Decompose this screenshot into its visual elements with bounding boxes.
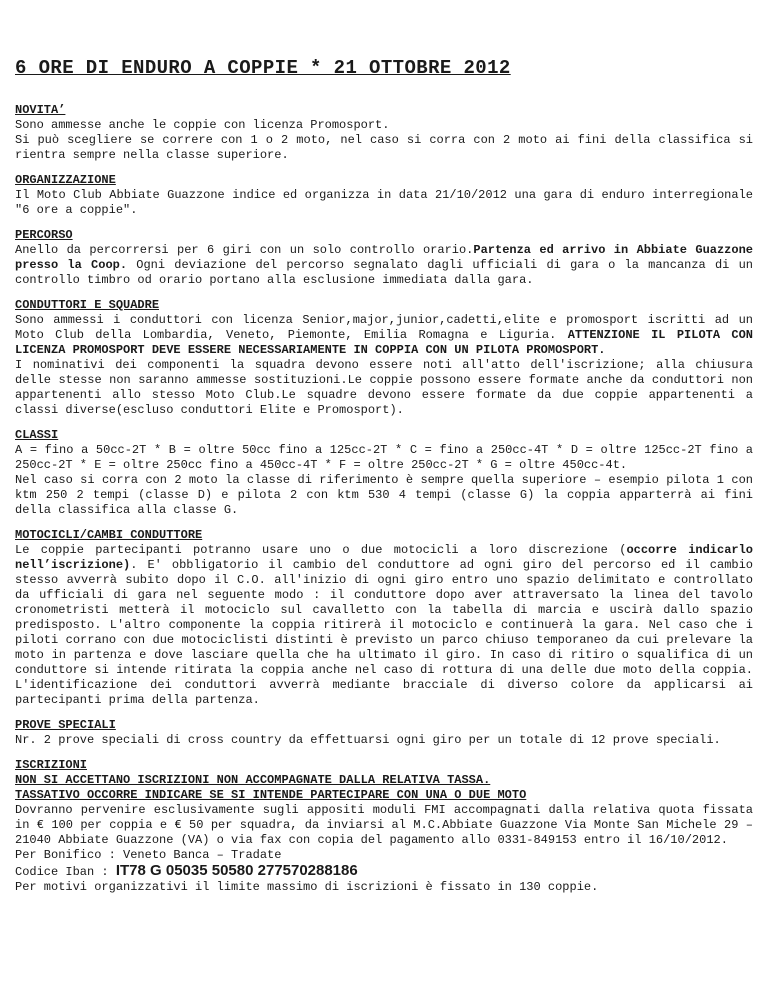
iban-label: Codice Iban : — [15, 865, 116, 879]
iscrizioni-warning-moto: TASSATIVO OCCORRE INDICARE SE SI INTENDE PARTECIPARE CON UNA O DUE MOTO — [15, 788, 527, 802]
motocicli-text-intro: Le coppie partecipanti potranno usare uno o due motocicli a loro discrezione ( — [15, 543, 627, 557]
motocicli-text — [15, 543, 753, 708]
iscrizioni-iban — [15, 863, 753, 880]
percorso-text-bold: Partenza ed arrivo in Abbiate Guazzone presso la Coop. — [15, 243, 753, 272]
percorso-text — [15, 243, 753, 288]
conduttori-text-intro: Sono ammessi i conduttori con licenza Senior,major,junior,cadetti,elite e promosport iscritti ad un Moto Club della Lombardia, Veneto, Piemonte, Emilia Romagna e Liguria. — [15, 313, 753, 342]
section-prove — [15, 718, 753, 748]
iscrizioni-body: Dovranno pervenire esclusivamente sugli appositi moduli FMI accompagnati dalla relativa quota fissata in € 100 per coppia e € 50 per squadra, da inviarsi al M.C.Abbiate Guazzone Via Monte San Michele 29 – 21040 Abbiate Guazzone (VA) o via fax con copia del pagamento allo 0331-849153 entro il 16/10/2012. — [15, 803, 753, 847]
section-conduttori — [15, 298, 753, 418]
iban-code: IT78 G 05035 50580 277570288186 — [115, 862, 358, 879]
section-heading-prove: PROVE SPECIALI — [15, 718, 116, 732]
classi-list: A = fino a 50cc-2T * B = oltre 50cc fino a 125cc-2T * C = fino a 250cc-4T * D = oltre 125cc-2T fino a 250cc-2T * E = oltre 250cc fino a 450cc-4T * F = oltre 250cc-2T * G = oltre 450cc-4t. — [15, 443, 753, 472]
iscrizioni-warning-tassa: NON SI ACCETTANO ISCRIZIONI NON ACCOMPAGNATE DALLA RELATIVA TASSA. — [15, 773, 491, 787]
section-motocicli — [15, 528, 753, 708]
section-iscrizioni — [15, 758, 753, 895]
section-organizzazione — [15, 173, 753, 218]
document-title: 6 ORE DI ENDURO A COPPIE * 21 OTTOBRE 2012 — [15, 57, 511, 79]
organizzazione-text: Il Moto Club Abbiate Guazzone indice ed organizza in data 21/10/2012 una gara di enduro interregionale "6 ore a coppie". — [15, 188, 753, 217]
section-heading-motocicli: MOTOCICLI/CAMBI CONDUTTORE — [15, 528, 203, 542]
section-heading-conduttori: CONDUTTORI E SQUADRE — [15, 298, 160, 312]
prove-text: Nr. 2 prove speciali di cross country da effettuarsi ogni giro per un totale di 12 prove speciali. — [15, 733, 721, 747]
classi-text — [15, 443, 753, 518]
classi-example: Nel caso si corra con 2 moto la classe di riferimento è sempre quella superiore – esempio pilota 1 con ktm 250 2 tempi (classe D) e pilota 2 con ktm 530 4 tempi (classe G) la coppia apparterrà ai fini della classifica alla classe G. — [15, 473, 753, 517]
motocicli-text-bold: occorre indicarlo nell’iscrizione) — [15, 543, 754, 572]
iscrizioni-bonifico: Per Bonifico : Veneto Banca – Tradate — [15, 848, 282, 862]
section-percorso — [15, 228, 753, 288]
conduttori-text-bold: ATTENZIONE IL PILOTA CON LICENZA PROMOSPORT DEVE ESSERE NECESSARIAMENTE IN COPPIA CON UN PILOTA PROMOSPORT. — [15, 328, 753, 357]
conduttori-text — [15, 313, 753, 418]
section-heading-percorso: PERCORSO — [15, 228, 73, 242]
iscrizioni-limit: Per motivi organizzativi il limite massimo di iscrizioni è fissato in 130 coppie. — [15, 880, 599, 894]
novita-line-1: Sono ammesse anche le coppie con licenza Promosport. — [15, 118, 390, 132]
section-novita — [15, 103, 753, 163]
novita-line-2: Si può scegliere se correre con 1 o 2 moto, nel caso si corra con 2 moto ai fini della classifica si rientra sempre nella classe superiore. — [15, 133, 753, 162]
percorso-text-intro: Anello da percorrersi per 6 giri con un solo controllo orario. — [15, 243, 474, 257]
novita-text — [15, 118, 753, 163]
conduttori-text-rest: I nominativi dei componenti la squadra devono essere noti all'atto dell'iscrizione; alla chiusura delle stesse non saranno ammesse sostituzioni.Le coppie possono essere formate anche da conduttori non appartenenti allo stesso Moto Club.Le squadre devono essere formate da due coppie appartenenti a classi diverse(escluso conduttori Elite e Promosport). — [15, 358, 753, 417]
document-body — [15, 103, 753, 905]
percorso-text-rest: Ogni deviazione del percorso segnalato dagli ufficiali di gara o la mancanza di un controllo timbro od orario portano alla esclusione immediata dalla gara. — [15, 258, 753, 287]
iscrizioni-text — [15, 773, 753, 895]
section-heading-novita: NOVITA’ — [15, 103, 66, 117]
section-heading-organizzazione: ORGANIZZAZIONE — [15, 173, 116, 187]
motocicli-text-rest: . E' obbligatorio il cambio del conduttore ad ogni giro del percorso ed il cambio stesso avverrà subito dopo il C.O. all'inizio di ogni giro entro uno spazio delimitato e controllato da ufficiali di gara nel seguente modo : il conduttore dopo aver attraversato la linea del tavolo cronometristi metterà il motociclo sul cavalletto con la tabella di marcia e uscirà dallo spazio predisposto. L'altro componente la coppia ritirerà il motociclo e continuerà la gara. Nel caso che i piloti corrano con due motociclisti distinti è previsto un parco chiuso temporaneo da cui prelevare la moto in partenza e dove lasciare quella che ha ultimato il giro. In caso di ritiro o squalifica di un conduttore si intende ritirata la coppia anche nel caso di rottura di una delle due moto della coppia. L'identificazione dei conduttori avverrà mediante bracciale di diverso colore da applicarsi ai partecipanti prima della partenza. — [15, 558, 753, 707]
section-heading-classi: CLASSI — [15, 428, 59, 442]
section-heading-iscrizioni: ISCRIZIONI — [15, 758, 88, 772]
section-classi — [15, 428, 753, 518]
